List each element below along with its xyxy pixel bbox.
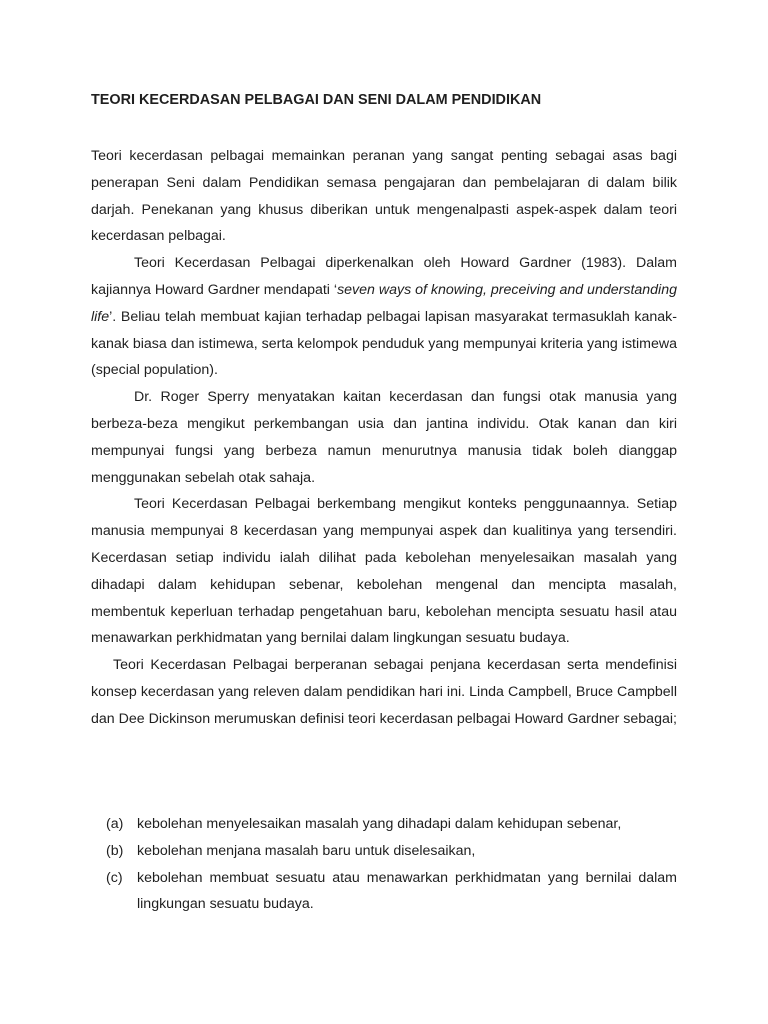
document-body xyxy=(91,143,677,733)
paragraph-1: Teori kecerdasan pelbagai memainkan peranan yang sangat penting sebagai asas bagi penerapan Seni dalam Pendidikan semasa pengajaran dan pembelajaran di dalam bilik darjah. Penekanan yang khusus diberikan untuk mengenalpasti aspek-aspek dalam teori kecerdasan pelbagai. xyxy=(91,148,677,245)
list-item-marker: (b) xyxy=(106,842,124,859)
list-item xyxy=(91,811,677,838)
list-item-text: kebolehan membuat sesuatu atau menawarkan perkhidmatan yang bernilai dalam lingkungan sesuatu budaya. xyxy=(137,869,677,913)
paragraph-2-quote: seven ways of knowing, preceiving and understanding life xyxy=(91,281,677,325)
list-item-marker: (a) xyxy=(106,816,124,832)
paragraph-2 xyxy=(91,250,677,384)
paragraph-3: Dr. Roger Sperry menyatakan kaitan kecerdasan dan fungsi otak manusia yang berbeza-beza mengikut perkembangan usia dan jantina individu. Otak kanan dan kiri mempunyai fungsi yang berbeza namun menurutnya manusia tidak boleh dianggap menggunakan sebelah otak sahaja. xyxy=(91,389,677,486)
list-item-text: kebolehan menyelesaikan masalah yang dihadapi dalam kehidupan sebenar, xyxy=(137,816,622,832)
definition-list xyxy=(91,811,677,918)
list-item xyxy=(91,838,677,865)
paragraph-4: Teori Kecerdasan Pelbagai berkembang mengikut konteks penggunaannya. Setiap manusia mempunyai 8 kecerdasan yang mempunyai aspek dan kualitinya yang tersendiri. Kecerdasan setiap individu ialah dilihat pada kebolehan menyelesaikan masalah yang dihadapi dalam kehidupan sebenar, kebolehan mengenal dan mencipta masalah, membentuk keperluan terhadap pengetahuan baru, kebolehan mencipta sesuatu hasil atau menawarkan perkhidmatan yang bernilai dalam lingkungan sesuatu budaya. xyxy=(91,496,677,647)
paragraph-2-text-end: ’. Beliau telah membuat kajian terhadap pelbagai lapisan masyarakat termasuklah kanak-kanak biasa dan istimewa, serta kelompok penduduk yang mempunyai kriteria yang istimewa (special population). xyxy=(91,308,677,379)
paragraph-5: Teori Kecerdasan Pelbagai berperanan sebagai penjana kecerdasan serta mendefinisi konsep kecerdasan yang releven dalam pendidikan hari ini. Linda Campbell, Bruce Campbell dan Dee Dickinson merumuskan definisi teori kecerdasan pelbagai Howard Gardner sebagai; xyxy=(91,657,677,727)
paragraph-2-text-start: Teori Kecerdasan Pelbagai diperkenalkan oleh Howard Gardner (1983). Dalam kajiannya Howard Gardner mendapati ‘ xyxy=(91,255,677,298)
list-item xyxy=(91,865,677,919)
list-item-marker: (c) xyxy=(106,869,123,886)
document-title: TEORI KECERDASAN PELBAGAI DAN SENI DALAM PENDIDIKAN xyxy=(91,92,542,108)
list-item-text: kebolehan menjana masalah baru untuk diselesaikan, xyxy=(137,842,476,859)
